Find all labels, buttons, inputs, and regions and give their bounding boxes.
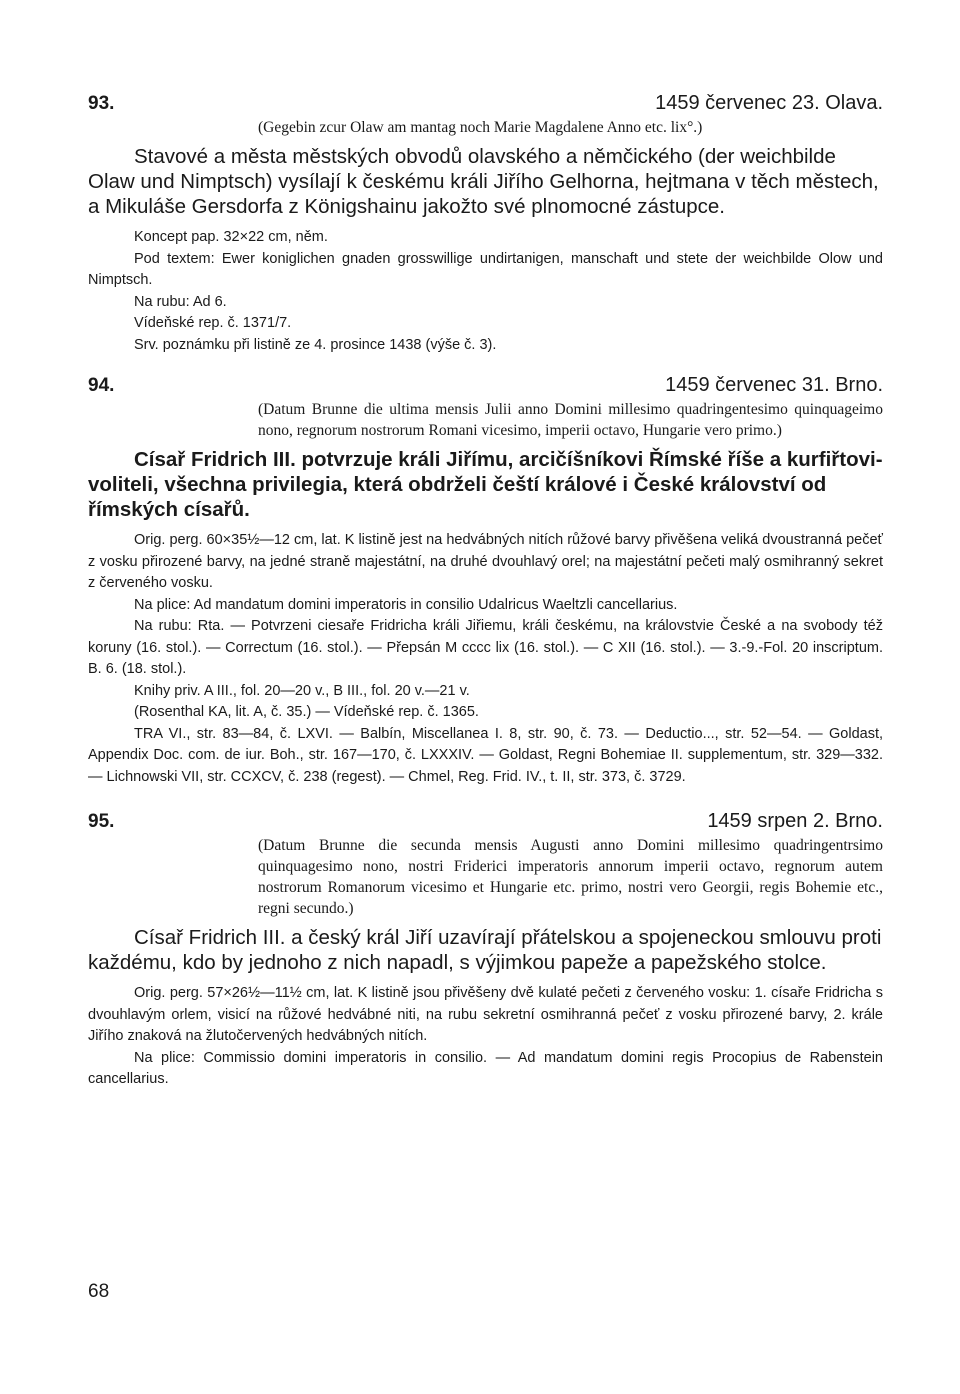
note-paragraph: TRA VI., str. 83—84, č. LXVI. — Balbín, Miscellanea I. 8, str. 90, č. 73. — Deductio..., str. 52—54. — Goldast, Appendix Doc. com. de iur. Boh., str. 167—170, č. LXXXIV. — Goldast, Regni Bohemiae II. supplementum, str. 329—332. — Lichnowski VII, str. CCXCV, č. 238 (regest). — Chmel, Reg. Frid. IV., t. II, str. 373, č. 3729. [88,725,883,785]
note-paragraph: Koncept pap. 32×22 cm, něm. [134,229,328,245]
latin-dating: (Datum Brunne die secunda mensis Augusti anno Domini millesimo quadringentrsimo quinquagesimo nono, nostri Friderici imperatoris annorum imperii octavo, regnorum autem nostrorum Romanorum vicesimo et Hungarie etc. primo, nostri vero Georgii, regis Bohemie etc., regni secundo.) [258,837,883,917]
notes [88,227,883,356]
note-paragraph: Vídeňské rep. č. 1371/7. [134,315,292,331]
note-paragraph: Pod textem: Ewer koniglichen gnaden grosswillige undirtanigen, manschaft und stete der weichbilde Olow und Nimptsch. [88,250,883,288]
note-paragraph: Na plice: Ad mandatum domini imperatoris in consilio Udalricus Waeltzli cancellarius. [134,596,678,613]
regest-text: Císař Fridrich III. potvrzuje králi Jiřímu, arcičíšníkovi Římské říše a kurfiřtovi-voliteli, všechna privilegia, která obdrželi čeští králové i České království od římských císařů. [88,448,883,521]
entry-header [88,374,883,397]
note-paragraph: Na rubu: Rta. — Potvrzeni ciesaře Fridricha králi Jiřiemu, králi českému, na královstvie České a na svobody též koruny (16. stol.). — Correctum (16. stol.). — Přepsán M cccc lix (16. stol.). — C XII (16. stol.). — 3.-9.-Fol. 20 inscriptum. B. 6. (18. stol.). [88,618,883,677]
entry-header [88,810,883,833]
entry-number: 95. [88,811,115,832]
note-paragraph: Orig. perg. 60×35½—12 cm, lat. K listině jest na hedvábných nitích růžové barvy přivěšena veliká dvoustranná pečeť z vosku přirozené barvy, na jedné straně majestátní, na druhé dvouhlavý orel; na majestátní pečeti malý osmihranný sekret z červeného vosku. [88,532,883,591]
entry-date: 1459 červenec 31. Brno. [665,374,883,396]
note-paragraph: Na rubu: Ad 6. [134,293,227,310]
page-number: 68 [88,1281,110,1302]
regest-text: Stavové a města městských obvodů olavského a němčického (der weichbilde Olaw und Nimptsch) vysílají k českému králi Jiřího Gelhorna, hejtmana v těch městech, a Mikuláše Gersdorfa z Königshainu jakožto své plnomocné zástupce. [88,145,879,218]
note-paragraph: Srv. poznámku při listině ze 4. prosince 1438 (výše č. 3). [134,336,497,353]
entry-number: 94. [88,375,115,396]
entry-header [88,92,883,115]
entry-date: 1459 srpen 2. Brno. [707,810,883,832]
latin-dating: (Gegebin zcur Olaw am mantag noch Marie Magdalene Anno etc. lix°.) [258,119,703,136]
document-page [88,92,883,1091]
note-paragraph: Na plice: Commissio domini imperatoris in consilio. — Ad mandatum domini regis Procopius de Rabenstein cancellarius. [88,1049,883,1087]
entry-94 [88,374,883,788]
latin-dating: (Datum Brunne die ultima mensis Julii anno Domini millesimo quadringentesimo quinquageimo nono, regnorum nostrorum Romani vicesimo, imperii octavo, Hungarie vero primo.) [258,401,883,439]
note-paragraph: Knihy priv. A III., fol. 20—20 v., B III., fol. 20 v.—21 v. [134,682,470,699]
entry-number: 93. [88,93,115,114]
note-paragraph: Orig. perg. 57×26½—11½ cm, lat. K listině jsou přivěšeny dvě kulaté pečeti z červeného vosku: 1. císaře Fridricha s dvouhlavým orlem, visicí na růžové hedvábné niti, na rubu sekretní osmihranná pečeť z vosku přirozené barvy, 2. krále Jiřího znaková na žlutočervených hedvábných nitích. [88,985,883,1044]
entry-93 [88,92,883,356]
entry-date: 1459 červenec 23. Olava. [655,92,883,114]
notes [88,983,883,1091]
note-paragraph: (Rosenthal KA, lit. A, č. 35.) — Vídeňské rep. č. 1365. [134,704,479,720]
regest-text: Císař Fridrich III. a český král Jiří uzavírají přátelskou a spojeneckou smlouvu proti každému, kdo by jednoho z nich napadl, s výjimkou papeže a papežského stolce. [88,926,882,974]
notes [88,530,883,788]
entry-95 [88,810,883,1091]
